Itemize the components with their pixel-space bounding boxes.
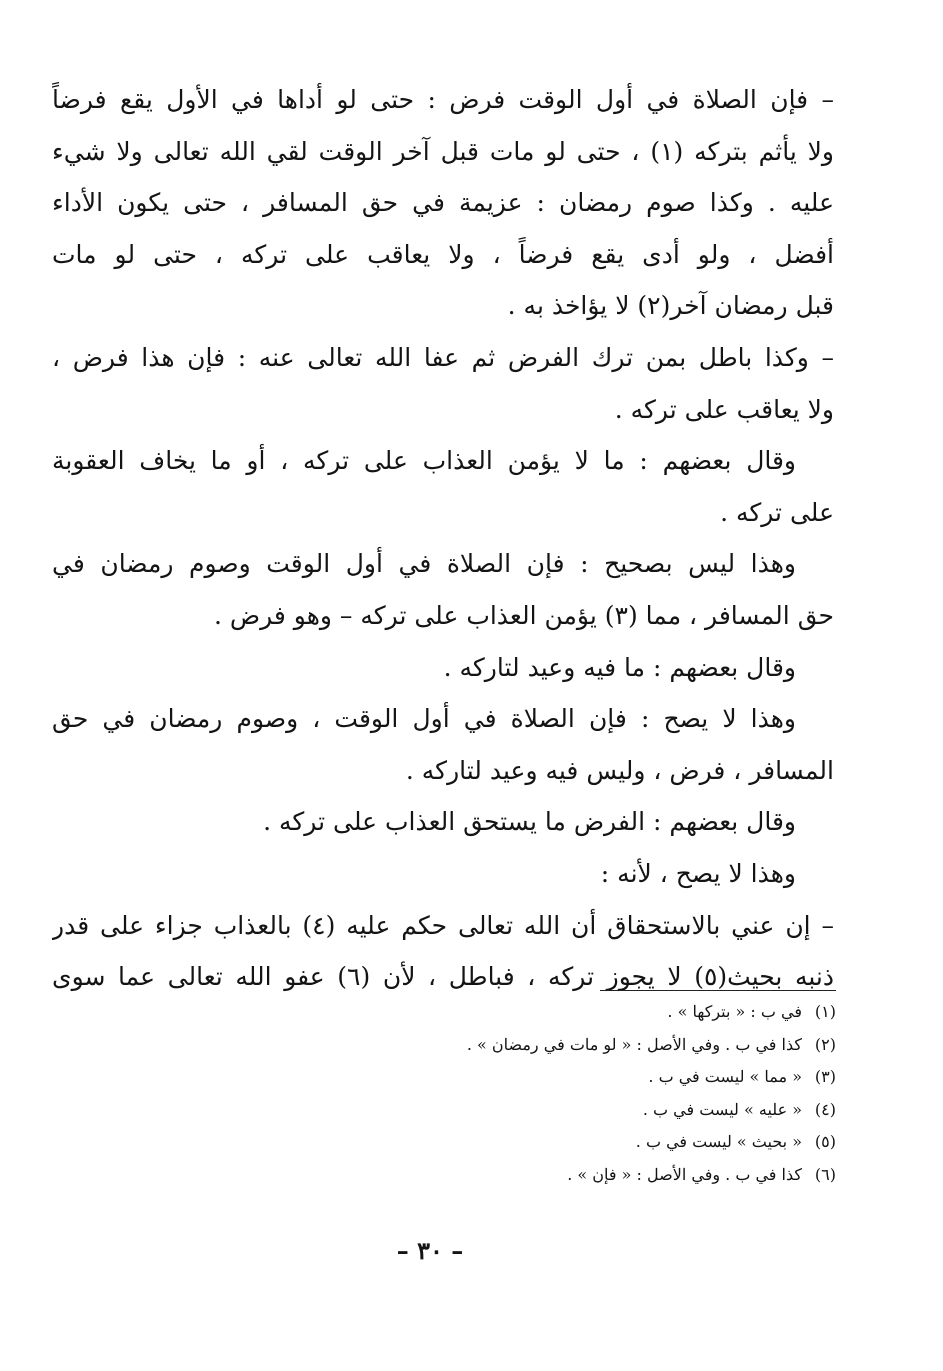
footnote-text: « مما » ليست في ب . [648, 1067, 802, 1087]
footnote [300, 996, 836, 1029]
footnote-number: (٣) [814, 1067, 836, 1087]
text-line: وهذا لا يصح : فإن الصلاة في أول الوقت ، وصوم رمضان في حق [52, 704, 796, 734]
footnote-number: (٥) [814, 1132, 836, 1152]
text-line: – وكذا باطل بمن ترك الفرض ثم عفا الله تعالى عنه : فإن هذا فرض ، [52, 342, 834, 372]
text-line: وقال بعضهم : ما لا يؤمن العذاب على تركه ، أو ما يخاف العقوبة [52, 446, 796, 476]
footnote-text: « بحيث » ليست في ب . [635, 1132, 802, 1152]
footnote-number: (١) [814, 1002, 836, 1021]
text-line: قبل رمضان آخر(٢) لا يؤاخذ به . [507, 291, 834, 321]
footnote [300, 1094, 836, 1127]
text-line: ولا يأثم بتركه (١) ، حتى لو مات قبل آخر الوقت لقي الله تعالى ولا شيء [52, 136, 834, 166]
footnote-number: (٦) [814, 1164, 836, 1184]
text-line: عليه . وكذا صوم رمضان : عزيمة في حق المسافر ، حتى يكون الأداء [52, 188, 834, 218]
footnote-text: كذا في ب . وفي الأصل : « فإن » . [567, 1164, 802, 1184]
footnote-text: في ب : « بتركها » . [667, 1002, 802, 1021]
footnote-number: (٢) [814, 1034, 836, 1054]
text-line: وقال بعضهم : ما فيه وعيد لتاركه . [443, 652, 796, 682]
text-line: – إن عني بالاستحقاق أن الله تعالى حكم عليه (٤) بالعذاب جزاء على قدر [52, 910, 834, 940]
footnote [300, 1159, 836, 1192]
text-line: حق المسافر ، مما (٣) يؤمن العذاب على تركه – وهو فرض . [213, 600, 834, 630]
main-text [52, 74, 834, 1003]
text-line: على تركه . [720, 497, 834, 527]
footnote [300, 1061, 836, 1094]
text-line: وهذا ليس بصحيح : فإن الصلاة في أول الوقت وصوم رمضان في [52, 549, 796, 579]
footnote-text: « عليه » ليست في ب . [642, 1099, 802, 1119]
footnotes [300, 996, 836, 1192]
text-line: – فإن الصلاة في أول الوقت فرض : حتى لو أداها في الأول يقع فرضاً [52, 85, 834, 114]
text-line: ولا يعاقب على تركه . [614, 394, 834, 424]
text-line: ذنبه بحيث(٥) لا يجوز تركه ، فباطل ، لأن (٦) عفو الله تعالى عما سوى [52, 962, 834, 992]
footnote [300, 1126, 836, 1159]
text-line: المسافر ، فرض ، وليس فيه وعيد لتاركه . [405, 755, 834, 785]
text-line: وقال بعضهم : الفرض ما يستحق العذاب على تركه . [263, 807, 796, 837]
footnote-number: (٤) [814, 1099, 836, 1119]
page-number: – ٣٠ – [396, 1236, 464, 1265]
footnote [300, 1029, 836, 1062]
text-line: وهذا لا يصح ، لأنه : [600, 858, 796, 888]
footnote-separator [600, 990, 836, 991]
footnote-text: كذا في ب . وفي الأصل : « لو مات في رمضان » . [466, 1034, 802, 1054]
text-line: أفضل ، ولو أدى يقع فرضاً ، ولا يعاقب على تركه ، حتى لو مات [52, 239, 834, 269]
